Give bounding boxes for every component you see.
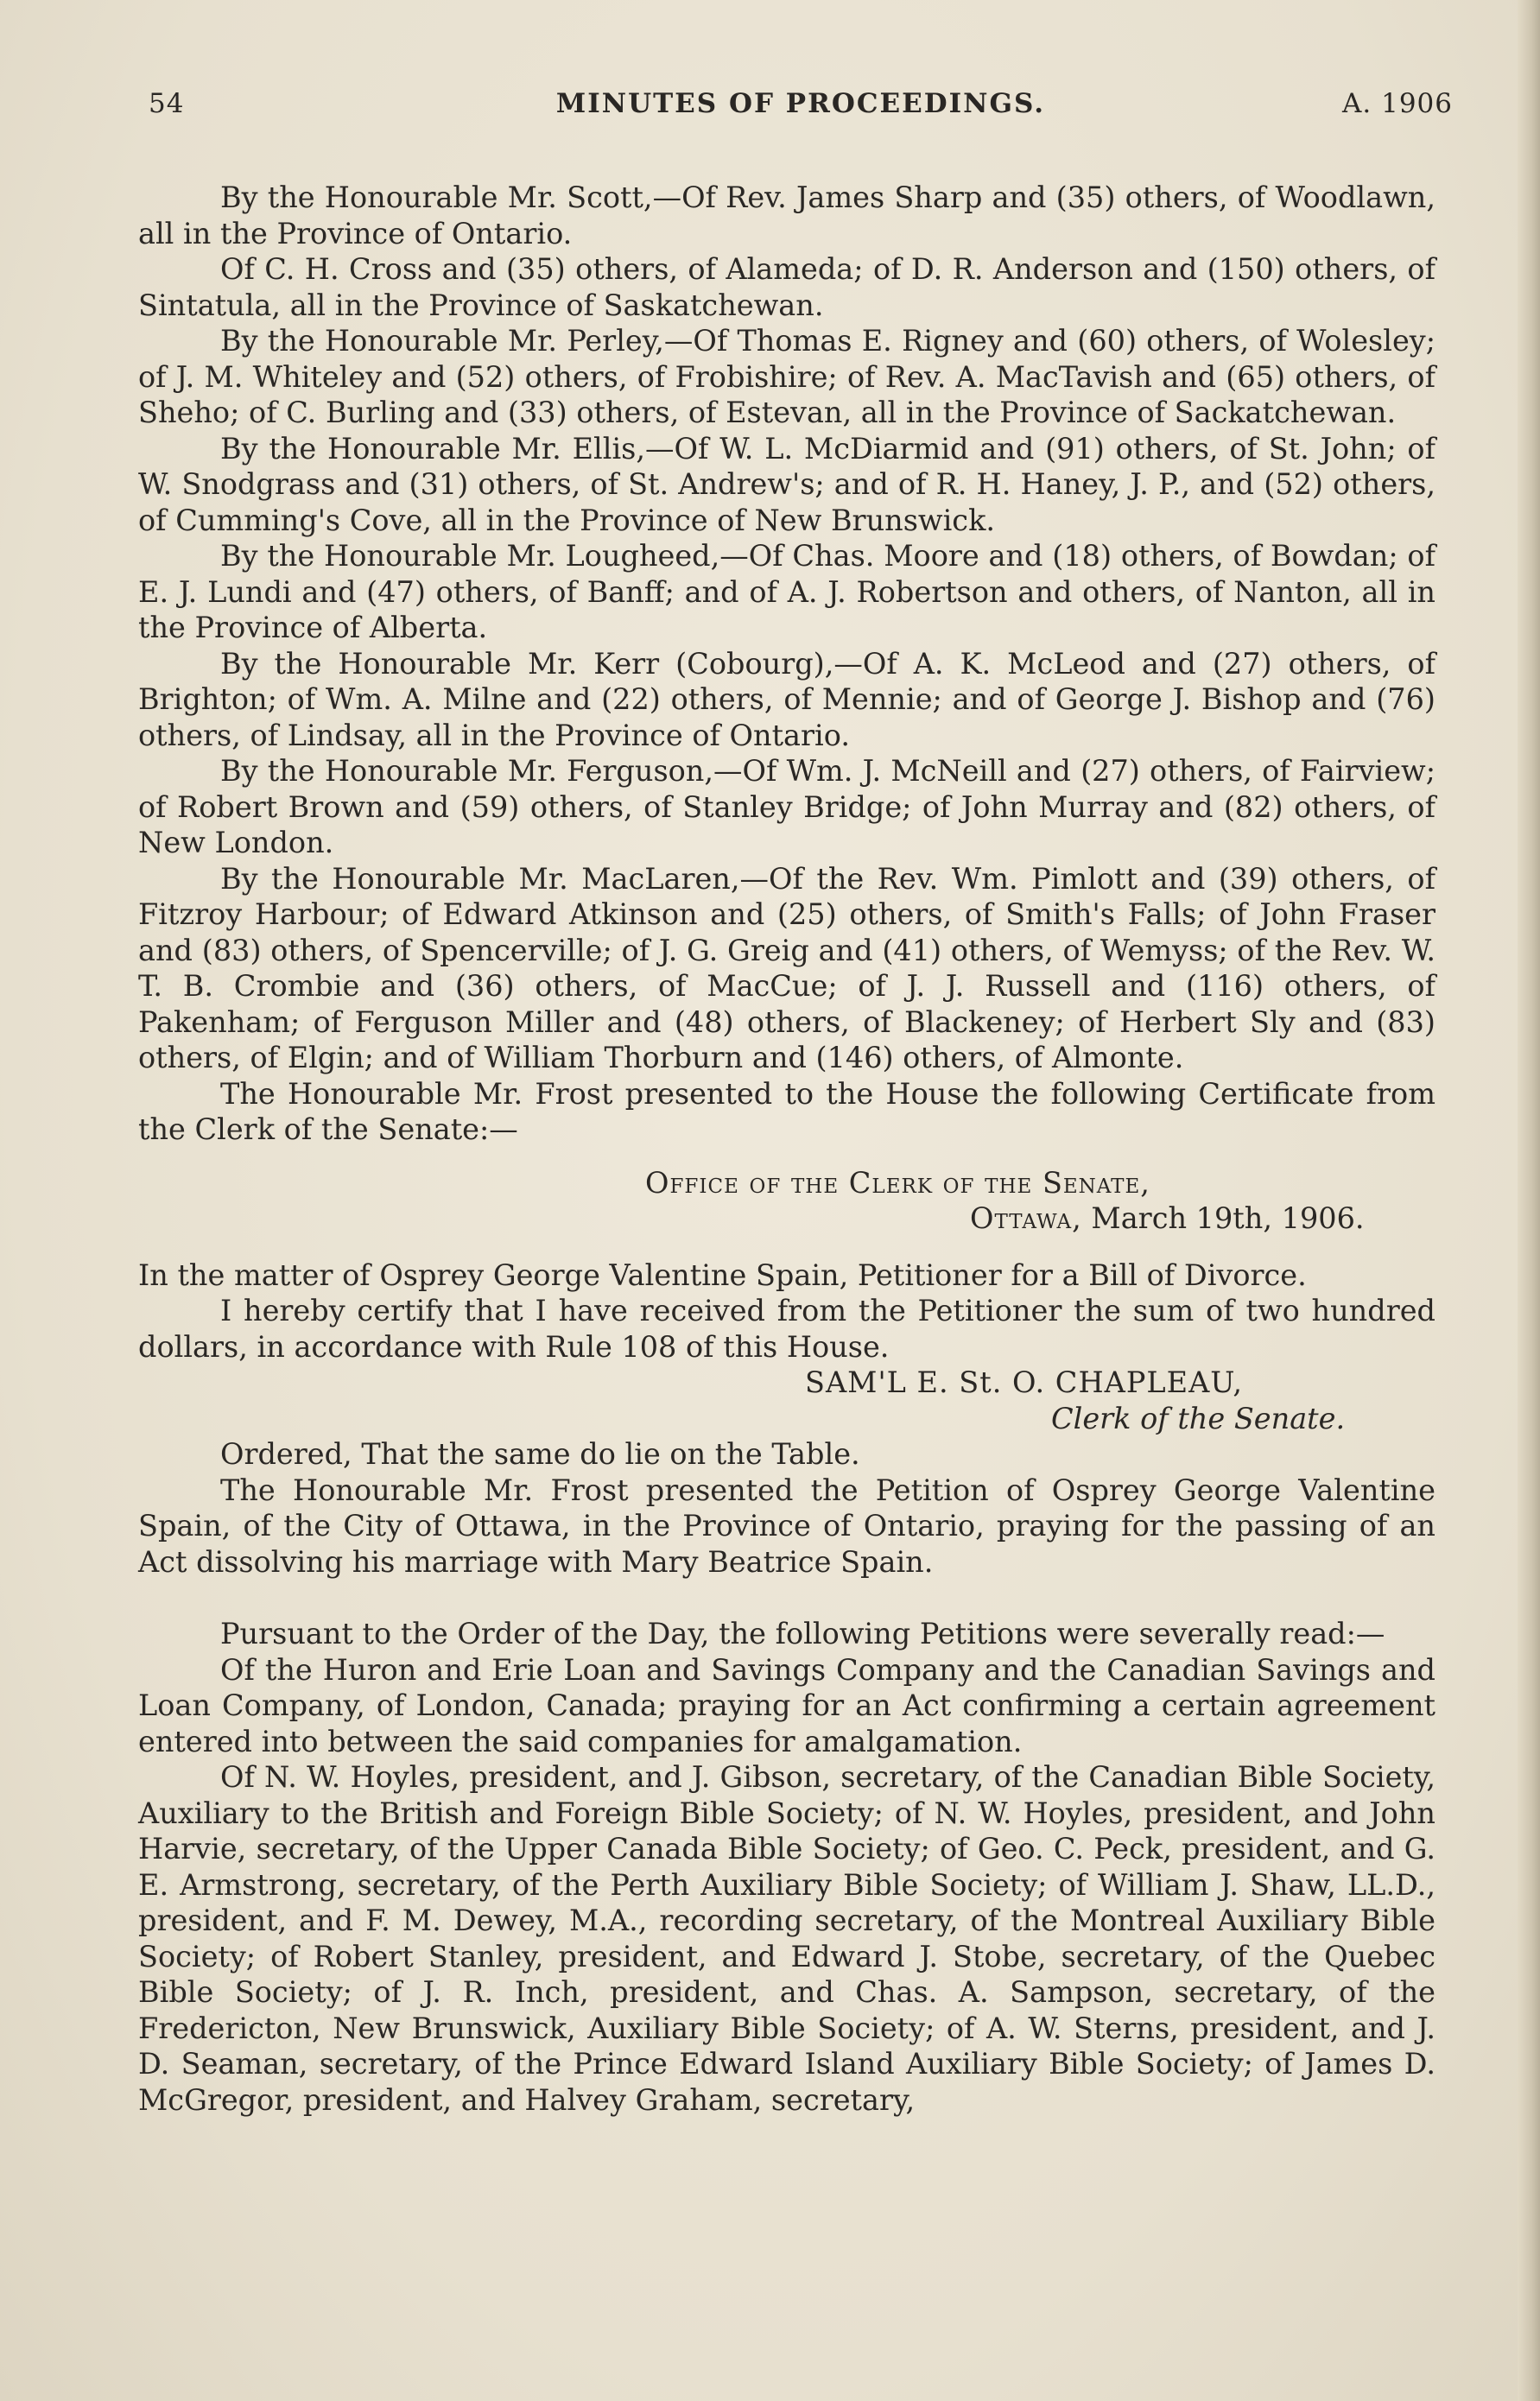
certificate-office: Office of the Clerk of the Senate, — [645, 1165, 1150, 1200]
certificate-city: Ottawa, — [970, 1201, 1082, 1235]
signatory-name: SAM'L E. St. O. CHAPLEAU, — [805, 1365, 1244, 1399]
certificate-heading — [138, 1165, 1435, 1237]
order-paragraph: Ordered, That the same do lie on the Table. — [220, 1437, 860, 1471]
petition-paragraph: By the Honourable Mr. Kerr (Cobourg),—Of A. K. McLeod and (27) others, of Brighton; of Wm. A. Milne and (22) others, of Mennie; and of George J. Bishop and (76) others, of Lindsay, all in the Province of Ontario. — [138, 646, 1435, 752]
petition-paragraph: By the Honourable Mr. Lougheed,—Of Chas. Moore and (18) others, of Bowdan; of E. J. Lundi and (47) others, of Banff; and of A. J. Robertson and others, of Nanton, all in the Province of Alberta. — [138, 539, 1435, 644]
petition-paragraph: By the Honourable Mr. Ferguson,—Of Wm. J. McNeill and (27) others, of Fairview; of Robert Brown and (59) others, of Stanley Bridge; of John Murray and (82) others, of New London. — [138, 754, 1435, 859]
certificate-signature — [138, 1365, 1435, 1436]
certificate-body: I hereby certify that I have received from the Petitioner the sum of two hundred dollars, in accordance with Rule 108 of this House. — [138, 1294, 1435, 1364]
petition-paragraph: Of N. W. Hoyles, president, and J. Gibson, secretary, of the Canadian Bible Society, Auxiliary to the British and Foreign Bible Society; of N. W. Hoyles, president, and John Harvie, secretary, of the Upper Canada Bible Society; of Geo. C. Peck, president, and G. E. Armstrong, secretary, of the Perth Auxiliary Bible Society; of William J. Shaw, LL.D., president, and F. M. Dewey, M.A., recording secretary, of the Montreal Auxiliary Bible Society; of Robert Stanley, president, and Edward J. Stobe, secretary, of the Quebec Bible Society; of J. R. Inch, president, and Chas. A. Sampson, secretary, of the Fredericton, New Brunswick, Auxiliary Bible Society; of A. W. Sterns, president, and J. D. Seaman, secretary, of the Prince Edward Island Auxiliary Bible Society; of James D. McGregor, president, and Halvey Graham, secretary, — [138, 1760, 1435, 2117]
page-body — [138, 180, 1435, 2118]
page-number: 54 — [149, 88, 185, 119]
order-of-day-paragraph: Pursuant to the Order of the Day, the following Petitions were severally read:— — [220, 1617, 1385, 1650]
certificate-date: March 19th, 1906. — [1091, 1201, 1365, 1235]
certificate-matter: In the matter of Osprey George Valentine Spain, Petitioner for a Bill of Divorce. — [138, 1258, 1307, 1292]
petition-paragraph: The Honourable Mr. Frost presented the Petition of Osprey George Valentine Spain, of the City of Ottawa, in the Province of Ontario, praying for the passing of an Act dissolving his marriage with Mary Beatrice Spain. — [138, 1473, 1435, 1579]
page-title: MINUTES OF PROCEEDINGS. — [555, 88, 1046, 119]
petition-paragraph: By the Honourable Mr. Ellis,—Of W. L. McDiarmid and (91) others, of St. John; of W. Snodgrass and (31) others, of St. Andrew's; and of R. H. Haney, J. P., and (52) others, of Cumming's Cove, all in the Province of New Brunswick. — [138, 431, 1435, 537]
petition-paragraph: By the Honourable Mr. MacLaren,—Of the Rev. Wm. Pimlott and (39) others, of Fitzroy Harbour; of Edward Atkinson and (25) others, of Smith's Falls; of John Fraser and (83) others, of Spencerville; of J. G. Greig and (41) others, of Wemyss; of the Rev. W. T. B. Crombie and (36) others, of MacCue; of J. J. Russell and (116) others, of Pakenham; of Ferguson Miller and (48) others, of Blackeney; of Herbert Sly and (83) others, of Elgin; and of William Thorburn and (146) others, of Almonte. — [138, 861, 1435, 1074]
certificate-dateline — [138, 1200, 1435, 1237]
petition-paragraph: Of C. H. Cross and (35) others, of Alameda; of D. R. Anderson and (150) others, of Sintatula, all in the Province of Saskatchewan. — [138, 252, 1435, 322]
signatory-title: Clerk of the Senate. — [1051, 1401, 1346, 1435]
certificate-intro: The Honourable Mr. Frost presented to the House the following Certificate from the Clerk of the Senate:— — [138, 1076, 1435, 1146]
petition-paragraph: By the Honourable Mr. Perley,—Of Thomas E. Rigney and (60) others, of Wolesley; of J. M. Whiteley and (52) others, of Frobishire; of Rev. A. MacTavish and (65) others, of Sheho; of C. Burling and (33) others, of Estevan, all in the Province of Sackatchewan. — [138, 324, 1435, 429]
session-year: A. 1906 — [1342, 88, 1453, 119]
petition-paragraph: Of the Huron and Erie Loan and Savings Company and the Canadian Savings and Loan Company, of London, Canada; praying for an Act confirming a certain agreement entered into between the said companies for amalgamation. — [138, 1652, 1435, 1758]
petition-paragraph: By the Honourable Mr. Scott,—Of Rev. James Sharp and (35) others, of Woodlawn, all in the Province of Ontario. — [138, 181, 1435, 250]
book-spine-edge — [1518, 0, 1540, 2401]
page-header — [149, 88, 1453, 131]
